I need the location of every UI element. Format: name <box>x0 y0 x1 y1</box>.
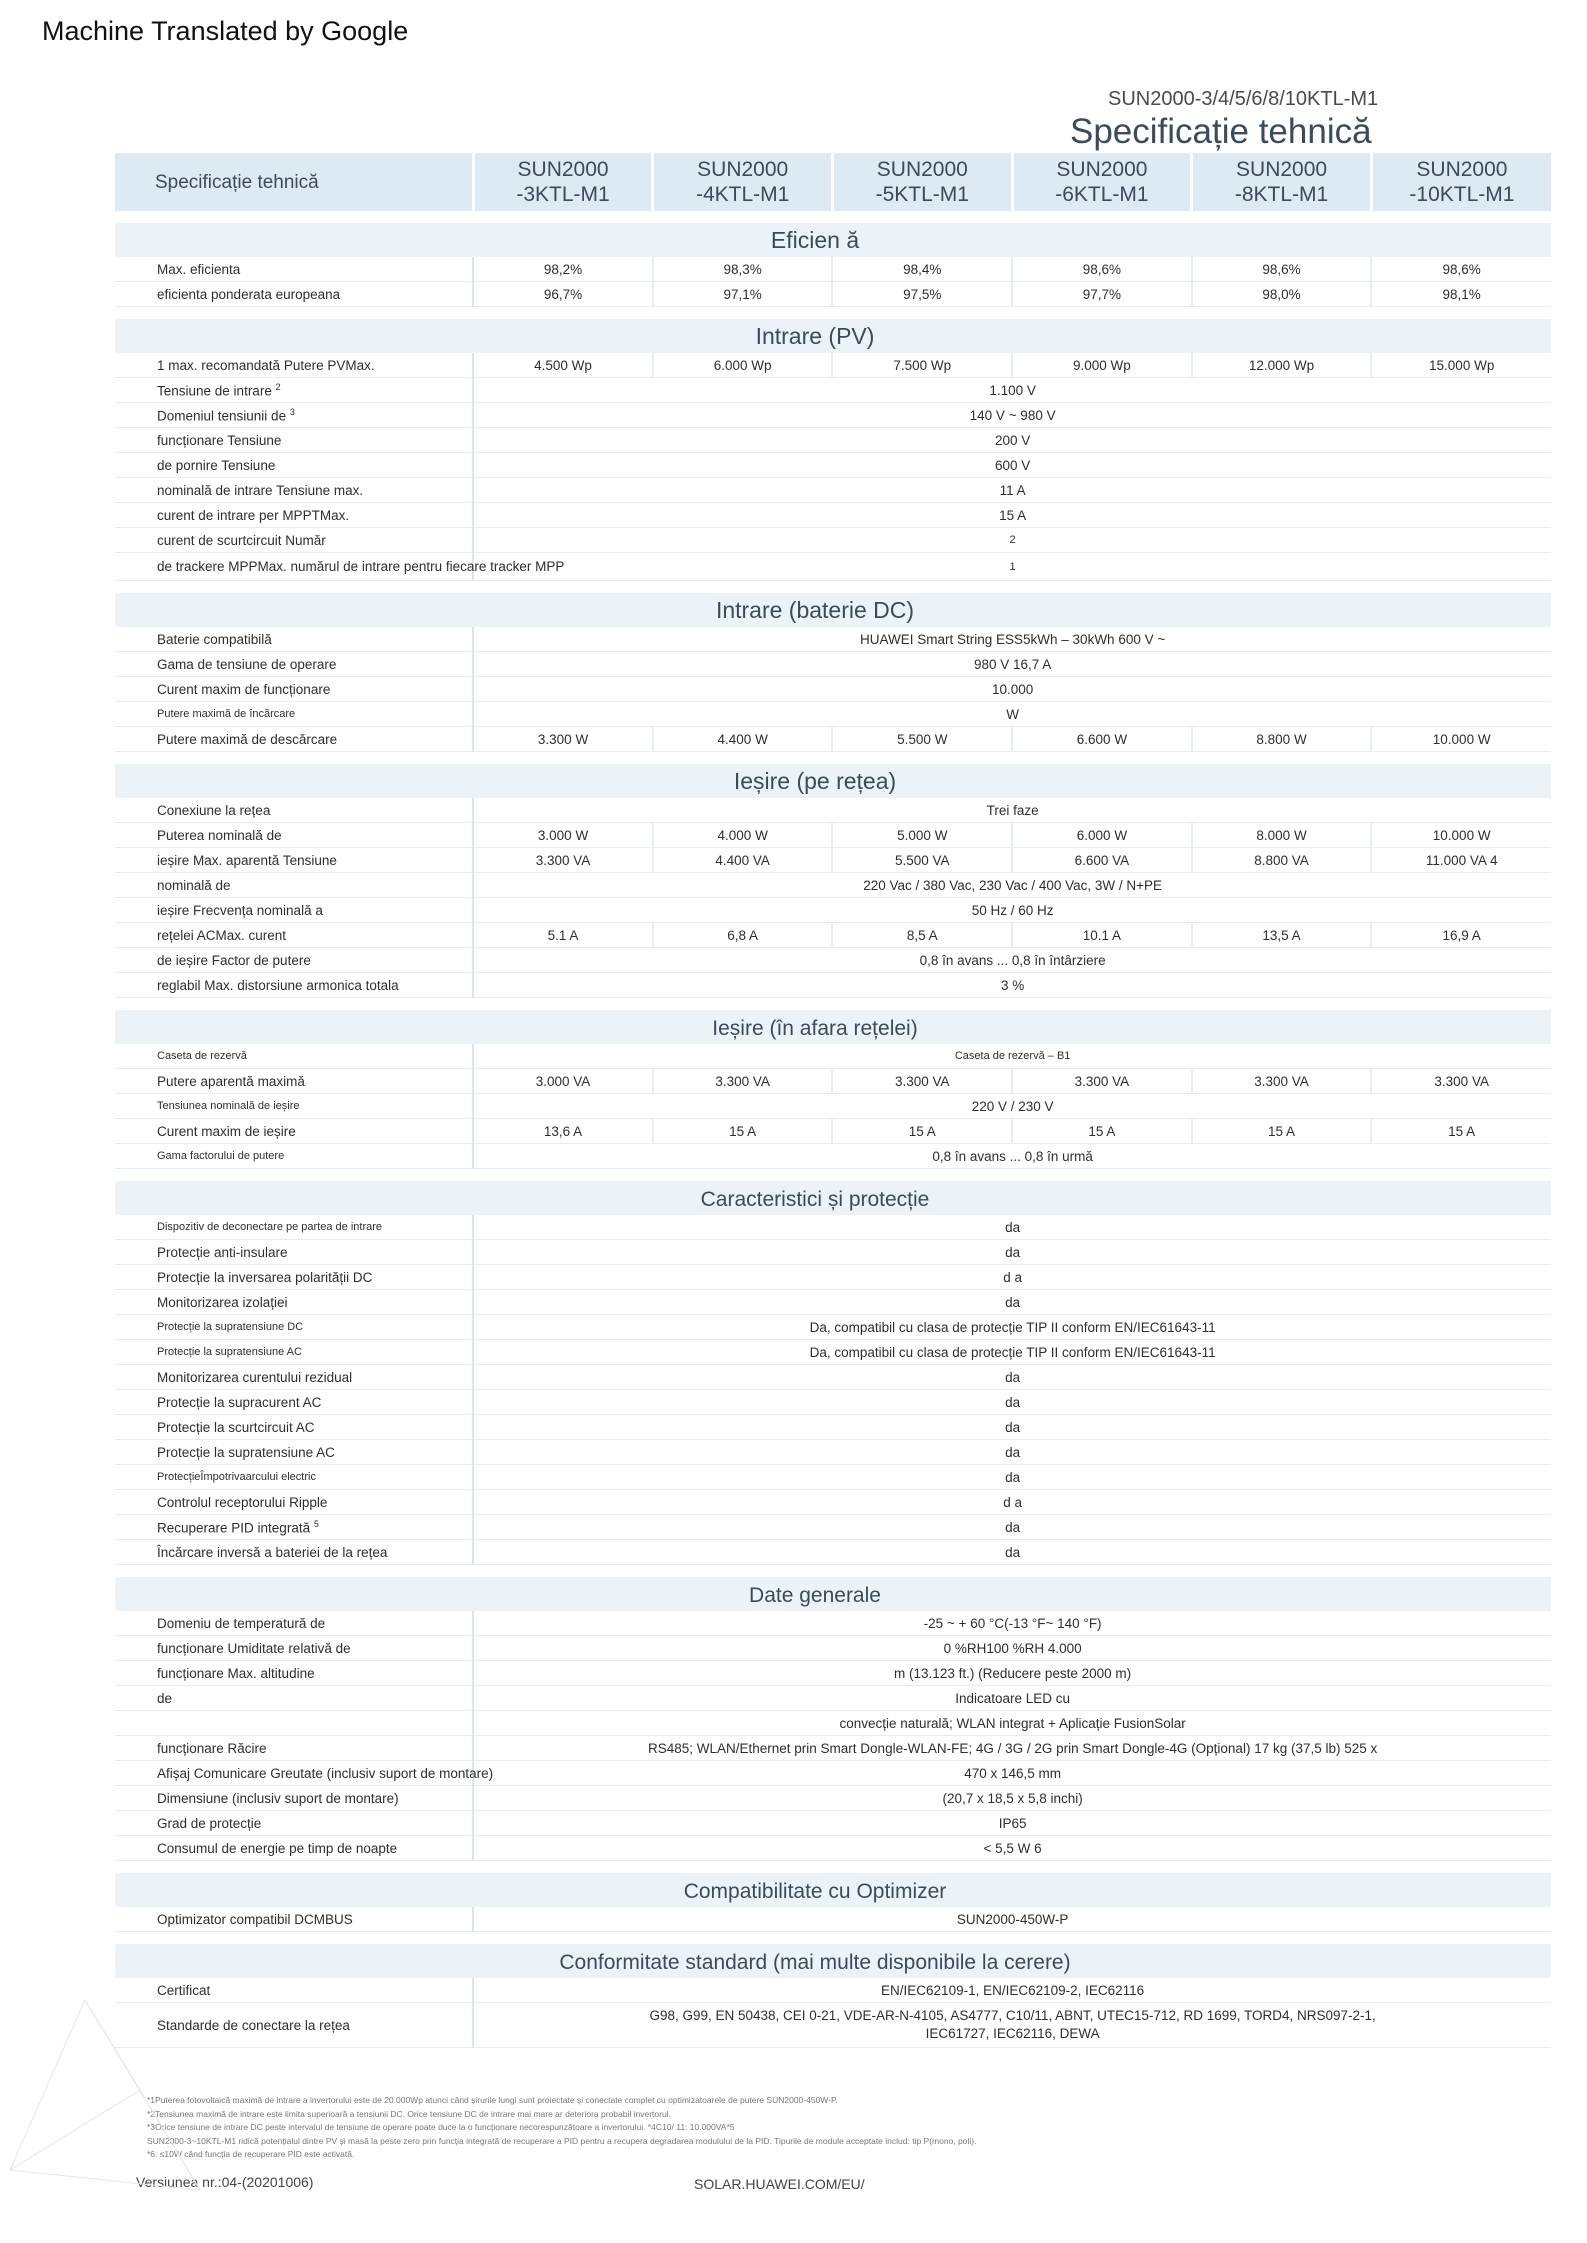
cell: 6,8 A <box>653 923 833 948</box>
model-line: SUN2000-3/4/5/6/8/10KTL-M1 <box>1108 88 1379 110</box>
row-label: Monitorizarea curentului rezidual <box>115 1365 473 1390</box>
cell: da <box>473 1440 1551 1465</box>
table-row <box>115 1490 1551 1515</box>
row-label: reglabil Max. distorsiune armonica totala <box>115 973 473 998</box>
cell: EN/IEC62109-1, EN/IEC62109-2, IEC62116 <box>473 1978 1551 2003</box>
cell: 15 A <box>832 1119 1012 1144</box>
row-label: Protecție la supratensiune AC <box>115 1440 473 1465</box>
table-row <box>115 1907 1551 1932</box>
cell: 140 V ~ 980 V <box>473 403 1551 428</box>
footnote: *1Puterea fotovoltaică maximă de intrare a invertorului este de 20.000Wp atunci când șirurile lungi sunt proiectate și conectate complet cu optimizatoarele de putere SUN2000-450W-P. <box>147 2095 838 2105</box>
cell: 16,9 A <box>1371 923 1551 948</box>
footnote: *2Tensiunea maximă de intrare este limita superioară a tensiunii DC. Orice tensiune DC de intrare mai mare ar deteriora probabil invertorul. <box>147 2108 671 2119</box>
table-row <box>115 1540 1551 1565</box>
row-label: de pornire Tensiune <box>115 453 473 478</box>
cell: 4.500 Wp <box>473 353 653 378</box>
cell: 98,4% <box>832 257 1012 282</box>
cell: 50 Hz / 60 Hz <box>473 898 1551 923</box>
cell: d a <box>473 1490 1551 1515</box>
row-label: ProtecțieÎmpotrivaarcului electric <box>115 1465 473 1490</box>
row-label: curent de intrare per MPPTMax. <box>115 503 473 528</box>
cell: Caseta de rezervă – B1 <box>473 1044 1551 1069</box>
cell: 98,6% <box>1192 257 1372 282</box>
cell: 98,6% <box>1371 257 1551 282</box>
footnote: *3Orice tensiune de intrare DC peste intervalul de tensiune de operare poate duce la o funcționare necorespunzătoare a invertorului. *4C10/ 11: 10.000VA*5 <box>147 2122 735 2132</box>
cell: 98,2% <box>473 257 653 282</box>
cell: Indicatoare LED cu <box>473 1686 1551 1711</box>
cell: 8.800 VA <box>1192 848 1372 873</box>
row-label: 1 max. recomandată Putere PVMax. <box>115 353 473 378</box>
table-row <box>115 1265 1551 1290</box>
table-row <box>115 1440 1551 1465</box>
cell: 7.500 Wp <box>832 353 1012 378</box>
version-number: Versiunea nr.:04-(20201006) <box>136 2174 314 2190</box>
cell: 3.000 VA <box>473 1069 653 1094</box>
row-label: Baterie compatibilă <box>115 627 473 652</box>
row-label: Protecție la supratensiune AC <box>115 1340 473 1365</box>
row-label: Recuperare PID integrată $^5$ <box>115 1515 473 1540</box>
cell: 3.300 VA <box>1012 1069 1192 1094</box>
row-label: Caseta de rezervă <box>115 1044 473 1069</box>
cell: Trei faze <box>473 798 1551 823</box>
cell: 3.300 VA <box>832 1069 1012 1094</box>
cell: d a <box>473 1265 1551 1290</box>
website-link[interactable]: SOLAR.HUAWEI.COM/EU/ <box>694 2176 865 2192</box>
table-row <box>115 453 1551 478</box>
cell: 0,8 în avans ... 0,8 în urmă <box>473 1144 1551 1169</box>
cell: 3.300 VA <box>1371 1069 1551 1094</box>
table-row <box>115 823 1551 848</box>
cell: 3.000 W <box>473 823 653 848</box>
table-row <box>115 1315 1551 1340</box>
table-row <box>115 923 1551 948</box>
table-row <box>115 478 1551 503</box>
cell: convecție naturală; WLAN integrat + Aplicație FusionSolar <box>473 1711 1551 1736</box>
table-row <box>115 1069 1551 1094</box>
cell: 8,5 A <box>832 923 1012 948</box>
section-header: Ieșire (pe rețea) <box>115 764 1551 798</box>
table-row <box>115 1465 1551 1490</box>
row-label: Protecție la scurtcircuit AC <box>115 1415 473 1440</box>
footnote: SUN2000-3~10KTL-M1 ridică potențialul dintre PV și masă la peste zero prin funcția integrată de recuperare a PID pentru a recupera degradarea modulului de la PID. Tipurile de module acceptate includ: tip P(mono, poli). <box>147 2135 977 2146</box>
cell: da <box>473 1390 1551 1415</box>
row-label: Max. eficienta <box>115 257 473 282</box>
footnote-marker: 5 <box>313 1518 319 1529</box>
cell: da <box>473 1365 1551 1390</box>
cell: 8.800 W <box>1192 727 1372 752</box>
cell: SUN2000-450W-P <box>473 1907 1551 1932</box>
table-row <box>115 282 1551 307</box>
cell: RS485; WLAN/Ethernet prin Smart Dongle-WLAN-FE; 4G / 3G / 2G prin Smart Dongle-4G (Opțional) 17 kg (37,5 lb) 525 x <box>473 1736 1551 1761</box>
table-row <box>115 1119 1551 1144</box>
row-label: nominală de <box>115 873 473 898</box>
row-label: nominală de intrare Tensiune max. <box>115 478 473 503</box>
cell: 11.000 VA 4 <box>1371 848 1551 873</box>
cell: 4.400 W <box>653 727 833 752</box>
model-column-header: SUN2000 -4KTL-M1 <box>653 153 833 211</box>
table-row <box>115 873 1551 898</box>
cell: 8.000 W <box>1192 823 1372 848</box>
row-label: Afișaj Comunicare Greutate (inclusiv suport de montare) <box>115 1761 473 1786</box>
section-header: Intrare (baterie DC) <box>115 593 1551 627</box>
table-row <box>115 1044 1551 1069</box>
table-row <box>115 1215 1551 1240</box>
header-label: Specificație tehnică <box>115 153 473 211</box>
decorative-lines <box>0 1980 260 2240</box>
table-row <box>115 378 1551 403</box>
table-row <box>115 627 1551 652</box>
cell: 220 V / 230 V <box>473 1094 1551 1119</box>
row-label: de trackere MPPMax. numărul de intrare pentru fiecare tracker MPP <box>115 553 473 581</box>
row-label: Putere maximă de încărcare <box>115 702 473 727</box>
table-row <box>115 1711 1551 1736</box>
cell: 5.000 W <box>832 823 1012 848</box>
section-header: Ieșire (în afara rețelei) <box>115 1010 1551 1044</box>
table-row <box>115 652 1551 677</box>
cell: W <box>473 702 1551 727</box>
table-row <box>115 428 1551 453</box>
cell: 3.300 VA <box>653 1069 833 1094</box>
row-label: Încărcare inversă a bateriei de la rețea <box>115 1540 473 1565</box>
cell: 1 <box>473 553 1551 581</box>
row-label <box>115 1711 473 1736</box>
cell: da <box>473 1415 1551 1440</box>
row-label: rețelei ACMax. curent <box>115 923 473 948</box>
cell: 12.000 Wp <box>1192 353 1372 378</box>
table-row <box>115 503 1551 528</box>
cell: 13,5 A <box>1192 923 1372 948</box>
cell: 15 A <box>653 1119 833 1144</box>
row-label: Protecție la inversarea polarității DC <box>115 1265 473 1290</box>
cell: 15 A <box>1192 1119 1372 1144</box>
table-row <box>115 553 1551 581</box>
cell: 11 A <box>473 478 1551 503</box>
machine-translated-note: Machine Translated by Google <box>42 16 409 46</box>
cell: IP65 <box>473 1811 1551 1836</box>
section-header: Eficien ă <box>115 223 1551 257</box>
cell: da <box>473 1515 1551 1540</box>
row-label: eficienta ponderata europeana <box>115 282 473 307</box>
row-label: Curent maxim de funcționare <box>115 677 473 702</box>
row-label: Grad de protecție <box>115 1811 473 1836</box>
cell: 10.1 A <box>1012 923 1192 948</box>
row-label: Curent maxim de ieșire <box>115 1119 473 1144</box>
row-label: Controlul receptorului Ripple <box>115 1490 473 1515</box>
cell: 10.000 W <box>1371 823 1551 848</box>
cell: da <box>473 1290 1551 1315</box>
cell: Da, compatibil cu clasa de protecție TIP II conform EN/IEC61643-11 <box>473 1315 1551 1340</box>
cell: 6.600 VA <box>1012 848 1192 873</box>
table-row <box>115 798 1551 823</box>
cell: 3 % <box>473 973 1551 998</box>
row-label: Putere maximă de descărcare <box>115 727 473 752</box>
cell: da <box>473 1465 1551 1490</box>
cell: < 5,5 W 6 <box>473 1836 1551 1861</box>
row-label: de ieșire Factor de putere <box>115 948 473 973</box>
table-row <box>115 1786 1551 1811</box>
row-label: Tensiune de intrare $^2$ <box>115 378 473 403</box>
table-row <box>115 677 1551 702</box>
row-label: de <box>115 1686 473 1711</box>
row-label: Certificat <box>115 1978 473 2003</box>
footnotes <box>147 2094 976 2162</box>
cell: 5.500 VA <box>832 848 1012 873</box>
cell: 15 A <box>1012 1119 1192 1144</box>
row-label: ieșire Max. aparentă Tensiune <box>115 848 473 873</box>
cell: 0,8 în avans ... 0,8 în întârziere <box>473 948 1551 973</box>
cell: 97,1% <box>653 282 833 307</box>
table-row <box>115 1515 1551 1540</box>
cell: 470 x 146,5 mm <box>473 1761 1551 1786</box>
table-row <box>115 727 1551 752</box>
cell: da <box>473 1540 1551 1565</box>
cell: 2 <box>473 528 1551 553</box>
cell: 3.300 W <box>473 727 653 752</box>
cell: 3.300 VA <box>1192 1069 1372 1094</box>
table-row <box>115 948 1551 973</box>
cell: 10.000 W <box>1371 727 1551 752</box>
cell: m (13.123 ft.) (Reducere peste 2000 m) <box>473 1661 1551 1686</box>
table-row <box>115 1836 1551 1861</box>
row-label: Consumul de energie pe timp de noapte <box>115 1836 473 1861</box>
cell: 0 %RH100 %RH 4.000 <box>473 1636 1551 1661</box>
section-header: Compatibilitate cu Optimizer <box>115 1873 1551 1907</box>
cell: 200 V <box>473 428 1551 453</box>
row-label: Domeniul tensiunii de $^3$ <box>115 403 473 428</box>
cell: 15 A <box>473 503 1551 528</box>
cell: 10.000 <box>473 677 1551 702</box>
table-row <box>115 1390 1551 1415</box>
row-label: Domeniu de temperatură de <box>115 1611 473 1636</box>
cell: 3.300 VA <box>473 848 653 873</box>
cell: da <box>473 1215 1551 1240</box>
table-row <box>115 1686 1551 1711</box>
table-row <box>115 528 1551 553</box>
cell: 15 A <box>1371 1119 1551 1144</box>
row-label: Gama de tensiune de operare <box>115 652 473 677</box>
cell: 6.000 W <box>1012 823 1192 848</box>
row-label: Tensiunea nominală de ieșire <box>115 1094 473 1119</box>
spec-table <box>115 153 1551 2048</box>
row-label: funcționare Răcire <box>115 1736 473 1761</box>
section-header: Conformitate standard (mai multe disponibile la cerere) <box>115 1944 1551 1978</box>
cell: 5.500 W <box>832 727 1012 752</box>
table-header-row <box>115 153 1551 211</box>
cell: 4.000 W <box>653 823 833 848</box>
row-label: Dispozitiv de deconectare pe partea de intrare <box>115 1215 473 1240</box>
footnote-marker: 2 <box>275 381 281 392</box>
table-row <box>115 2003 1551 2048</box>
table-row <box>115 1144 1551 1169</box>
page-title: Specificație tehnică <box>1070 112 1372 151</box>
model-column-header: SUN2000 -10KTL-M1 <box>1371 153 1551 211</box>
cell: 98,1% <box>1371 282 1551 307</box>
row-label: ieșire Frecvența nominală a <box>115 898 473 923</box>
cell: 98,6% <box>1012 257 1192 282</box>
footnote-marker: 3 <box>289 406 295 417</box>
row-label: funcționare Max. altitudine <box>115 1661 473 1686</box>
section-header: Date generale <box>115 1577 1551 1611</box>
row-label: Optimizator compatibil DCMBUS <box>115 1907 473 1932</box>
footnote: *6. ≤10W când funcția de recuperare PID este activată. <box>147 2149 355 2159</box>
table-row <box>115 1978 1551 2003</box>
cell: 6.600 W <box>1012 727 1192 752</box>
row-label: Monitorizarea izolației <box>115 1290 473 1315</box>
cell: 97,5% <box>832 282 1012 307</box>
cell: 220 Vac / 380 Vac, 230 Vac / 400 Vac, 3W / N+PE <box>473 873 1551 898</box>
table-row <box>115 1240 1551 1265</box>
row-label: Putere aparentă maximă <box>115 1069 473 1094</box>
row-label: Dimensiune (inclusiv suport de montare) <box>115 1786 473 1811</box>
table-row <box>115 1661 1551 1686</box>
table-row <box>115 353 1551 378</box>
cell: 9.000 Wp <box>1012 353 1192 378</box>
cell: 13,6 A <box>473 1119 653 1144</box>
model-column-header: SUN2000 -3KTL-M1 <box>473 153 653 211</box>
table-row <box>115 1365 1551 1390</box>
model-column-header: SUN2000 -5KTL-M1 <box>832 153 1012 211</box>
row-label: curent de scurtcircuit Număr <box>115 528 473 553</box>
row-label: Puterea nominală de <box>115 823 473 848</box>
row-label: funcționare Tensiune <box>115 428 473 453</box>
table-row <box>115 1636 1551 1661</box>
table-row <box>115 1290 1551 1315</box>
cell: (20,7 x 18,5 x 5,8 inchi) <box>473 1786 1551 1811</box>
table-row <box>115 403 1551 428</box>
cell: 96,7% <box>473 282 653 307</box>
table-row <box>115 1761 1551 1786</box>
row-label: Conexiune la rețea <box>115 798 473 823</box>
table-row <box>115 1811 1551 1836</box>
row-label: Protecție anti-insulare <box>115 1240 473 1265</box>
cell: Da, compatibil cu clasa de protecție TIP II conform EN/IEC61643-11 <box>473 1340 1551 1365</box>
table-row <box>115 1094 1551 1119</box>
table-row <box>115 848 1551 873</box>
row-label: Protecție la supracurent AC <box>115 1390 473 1415</box>
row-label: funcționare Umiditate relativă de <box>115 1636 473 1661</box>
model-column-header: SUN2000 -6KTL-M1 <box>1012 153 1192 211</box>
table-row <box>115 257 1551 282</box>
cell: G98, G99, EN 50438, CEI 0-21, VDE-AR-N-4105, AS4777, C10/11, ABNT, UTEC15-712, RD 1699, TORD4, NRS097-2-1, IEC61727, IEC62116, DEWA <box>473 2003 1551 2048</box>
cell: 4.400 VA <box>653 848 833 873</box>
row-label: Protecție la supratensiune DC <box>115 1315 473 1340</box>
cell: 1.100 V <box>473 378 1551 403</box>
table-row <box>115 1415 1551 1440</box>
cell: 98,3% <box>653 257 833 282</box>
table-row <box>115 1611 1551 1636</box>
section-header: Caracteristici și protecție <box>115 1181 1551 1215</box>
section-header: Intrare (PV) <box>115 319 1551 353</box>
spec-sheet <box>115 153 1551 2048</box>
row-label: Gama factorului de putere <box>115 1144 473 1169</box>
cell: 5.1 A <box>473 923 653 948</box>
model-column-header: SUN2000 -8KTL-M1 <box>1192 153 1372 211</box>
cell: HUAWEI Smart String ESS5kWh – 30kWh 600 V ~ <box>473 627 1551 652</box>
cell: 600 V <box>473 453 1551 478</box>
cell: 97,7% <box>1012 282 1192 307</box>
table-row <box>115 973 1551 998</box>
cell: 6.000 Wp <box>653 353 833 378</box>
cell: da <box>473 1240 1551 1265</box>
table-row <box>115 702 1551 727</box>
cell: 98,0% <box>1192 282 1372 307</box>
table-row <box>115 898 1551 923</box>
cell: 980 V 16,7 A <box>473 652 1551 677</box>
table-row <box>115 1340 1551 1365</box>
cell: 15.000 Wp <box>1371 353 1551 378</box>
table-row <box>115 1736 1551 1761</box>
row-label: Standarde de conectare la rețea <box>115 2003 473 2048</box>
cell: -25 ~ + 60 °C(-13 °F~ 140 °F) <box>473 1611 1551 1636</box>
